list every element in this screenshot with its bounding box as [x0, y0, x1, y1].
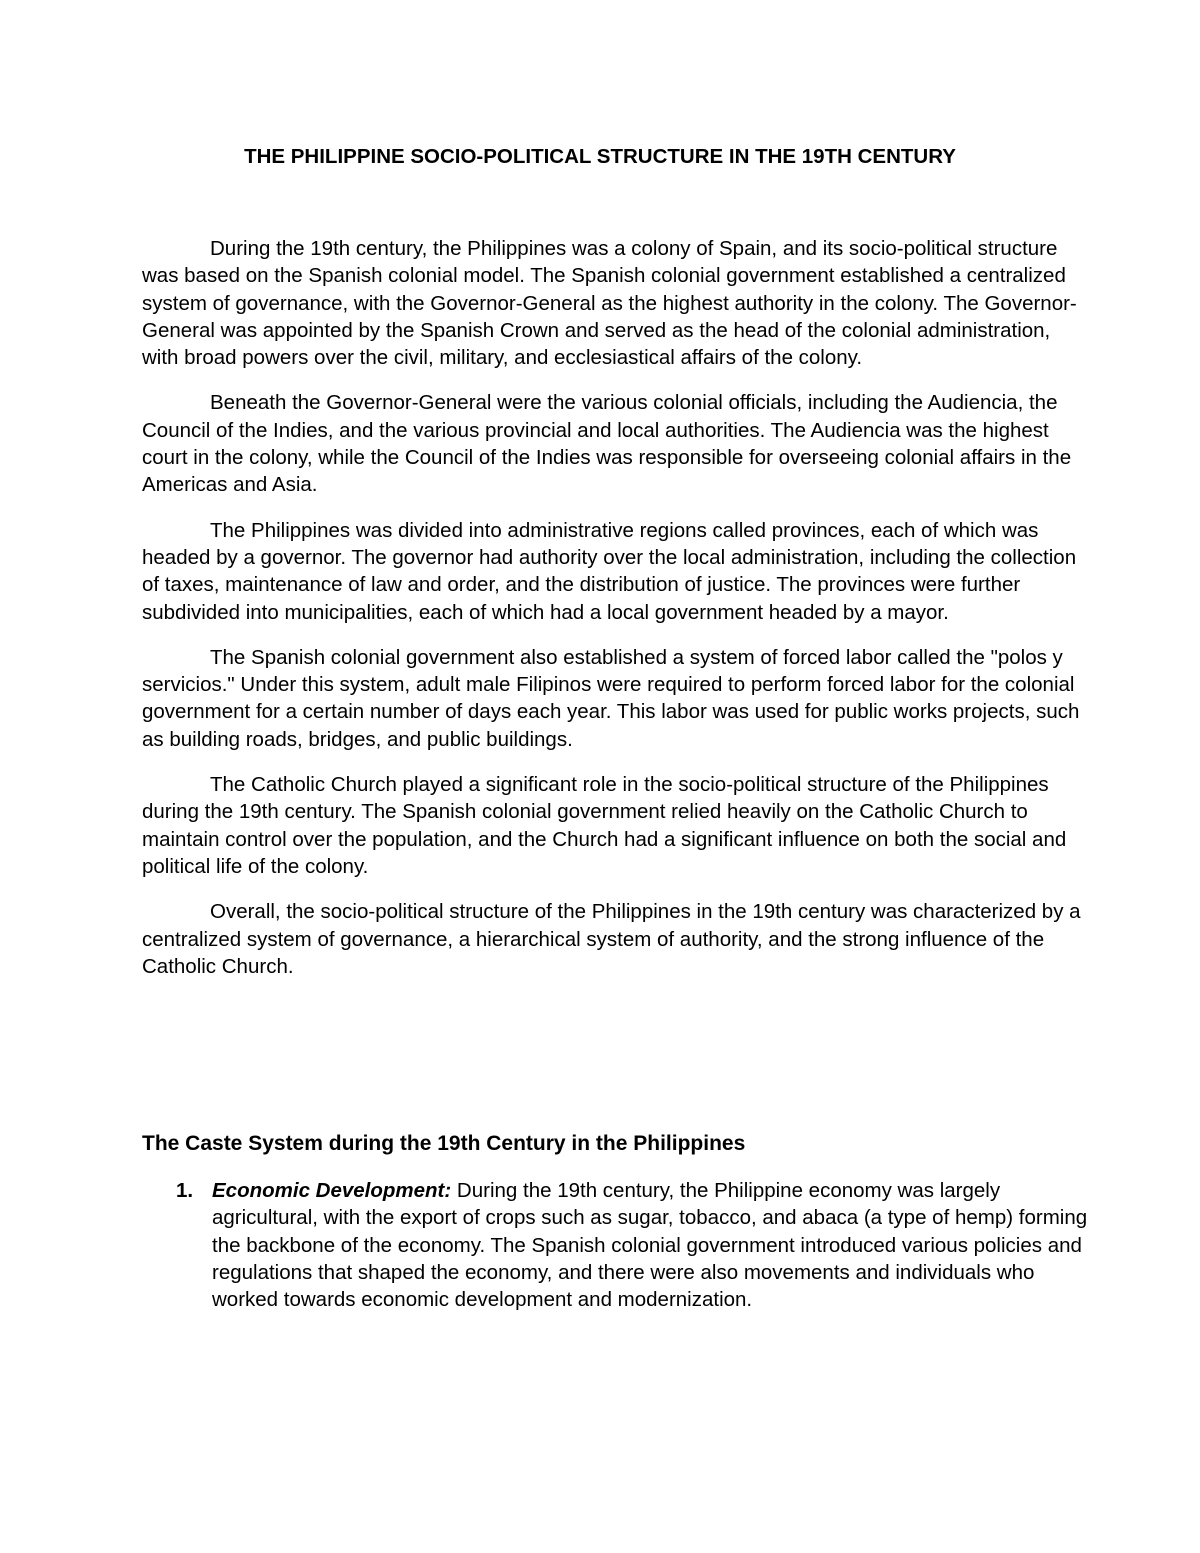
list-item-label: Economic Development:: [212, 1179, 452, 1202]
paragraph: Overall, the socio-political structure of the Philippines in the 19th century was characterized by a centralized system of governance, a hierarchical system of authority, and the strong influence of the Catholic Church.: [142, 900, 1081, 978]
paragraph: The Philippines was divided into administrative regions called provinces, each of which was headed by a governor. The governor had authority over the local administration, including the collection of taxes, maintenance of law and order, and the distribution of justice. The provinces were further subdivided into municipalities, each of which had a local government headed by a mayor.: [142, 518, 1077, 624]
list-item-number: 1.: [176, 1179, 194, 1202]
paragraph: The Spanish colonial government also established a system of forced labor called the "polos y servicios." Under this system, adult male Filipinos were required to perform forced labor for the colonial government for a certain number of days each year. This labor was used for public works projects, such as building roads, bridges, and public buildings.: [142, 645, 1080, 751]
section-heading: The Caste System during the 19th Century in the Philippines: [142, 1132, 746, 1155]
document-title: THE PHILIPPINE SOCIO-POLITICAL STRUCTURE IN THE 19TH CENTURY: [244, 145, 956, 168]
paragraph: During the 19th century, the Philippines was a colony of Spain, and its socio-political structure was based on the Spanish colonial model. The Spanish colonial government established a centralized system of governance, with the Governor-General as the highest authority in the colony. The Governor-General was appointed by the Spanish Crown and served as the head of the colonial administration, with broad powers over the civil, military, and ecclesiastical affairs of the colony.: [142, 237, 1077, 370]
list-item: [142, 1177, 1092, 1313]
paragraph: The Catholic Church played a significant role in the socio-political structure of the Philippines during the 19th century. The Spanish colonial government relied heavily on the Catholic Church to maintain control over the population, and the Church had a significant influence on both the social and political life of the colony.: [142, 773, 1067, 878]
numbered-list: [142, 1177, 1092, 1313]
document-body: [142, 235, 1092, 998]
paragraph: Beneath the Governor-General were the various colonial officials, including the Audiencia, the Council of the Indies, and the various provincial and local authorities. The Audiencia was the highest court in the colony, while the Council of the Indies was responsible for overseeing colonial affairs in the Americas and Asia.: [142, 391, 1072, 497]
list-item-text: During the 19th century, the Philippine economy was largely agricultural, with the export of crops such as sugar, tobacco, and abaca (a type of hemp) forming the backbone of the economy. The Spanish colonial government introduced various policies and regulations that shaped the economy, and there were also movements and individuals who worked towards economic development and modernization.: [212, 1179, 1088, 1312]
